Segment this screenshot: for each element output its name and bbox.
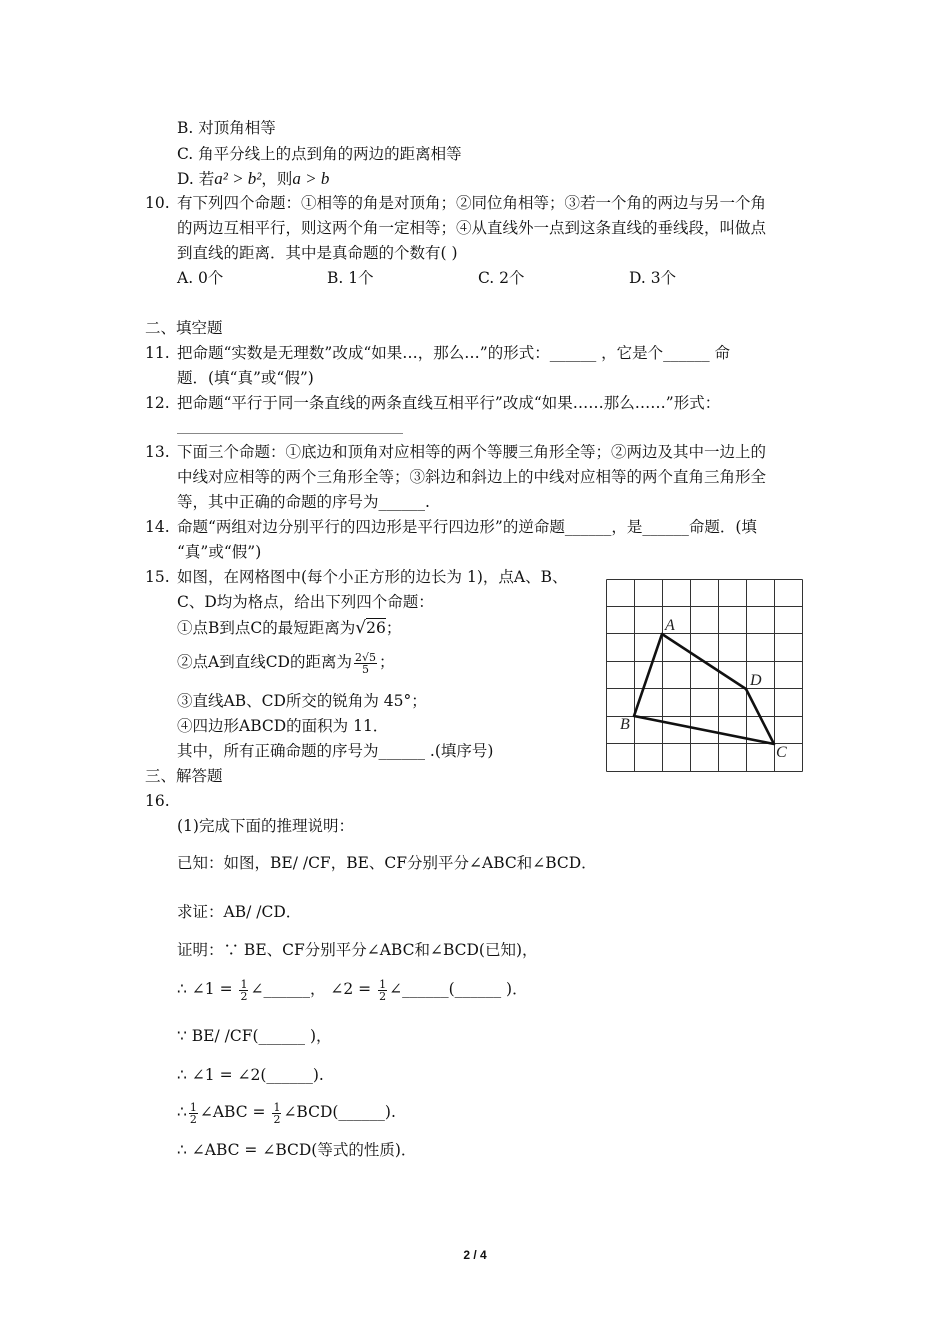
q10-line1: 有下列四个命题：①相等的角是对顶角；②同位角相等；③若一个角的两边与另一个角 [177,194,767,212]
q16-prove: 求证：AB/ /CD． [177,903,302,921]
q11-line1: 把命题“实数是无理数”改成“如果…，那么…”的形式：______ ，它是个______ 命 [177,344,731,362]
q16-step3: ∴ ∠1 = ∠2(______). [177,1066,324,1084]
q9-d-prefix: D. 若 [177,170,215,188]
fraction-numerator: 1 [189,1100,197,1114]
q15-item2-suffix: ； [379,653,395,671]
point-label-a: A [665,617,675,634]
step1-part-c: ∠______(______ )． [389,980,528,998]
page-number: 2 / 4 [463,1248,487,1262]
q12-line1: 把命题“平行于同一条直线的两条直线互相平行”改成“如果……那么……”形式： [177,394,721,412]
q15-item2-fraction [354,652,377,675]
q15-item1 [177,617,401,639]
q16-step1 [177,978,528,1002]
q16-given: 已知：如图，BE/ /CF，BE、CF分别平分∠ABC和∠BCD． [177,854,597,872]
section-answer-heading: 三、解答题 [145,767,223,785]
q9-d-mid: ，则 [261,170,293,188]
fraction-numerator: 1 [379,977,387,991]
section-fill-blank-heading: 二、填空题 [145,319,223,337]
step4-part-c: ∠BCD(______). [283,1103,396,1121]
q13-line1: 下面三个命题：①底边和顶角对应相等的两个等腰三角形全等；②两边及其中一边上的 [177,443,767,461]
point-label-d: D [750,672,762,689]
q14-line1: 命题“两组对边分别平行的四边形是平行四边形”的逆命题______，是______命题．(填 [177,518,757,536]
q10-option-b: B. 1个 [327,269,374,287]
q14-line2: “真”或“假”) [177,543,262,561]
q9-option-d [177,168,329,190]
fraction-denominator: 2 [379,989,387,1003]
q16-step5: ∴ ∠ABC = ∠BCD(等式的性质)． [177,1141,417,1159]
q10-line3: 到直线的距离．其中是真命题的个数有( ) [177,244,458,262]
q15-item2-text: ②点A到直线CD的距离为 [177,653,352,671]
q15-grid-figure [606,579,803,772]
q10-option-d: D. 3个 [629,269,677,287]
point-label-c: C [776,744,787,761]
q15-item4: ④四边形ABCD的面积为 11． [177,717,389,735]
fraction-denominator: 5 [361,662,369,676]
q15-item3: ③直线AB、CD所交的锐角为 45°； [177,692,427,710]
q11-line2: 题．(填“真”或“假”) [177,369,314,387]
step4-part-a: ∴ [177,1103,187,1121]
q12-number: 12. [145,394,170,412]
q15-item1-suffix: ； [385,619,402,637]
q15-line2: C、D均为格点，给出下列四个命题： [177,593,434,611]
fraction-numerator: 1 [240,977,248,991]
sqrt-sign: √ [355,618,367,638]
q10-option-a: A. 0个 [177,269,224,287]
q15-line1: 如图，在网格图中(每个小正方形的边长为 1)，点A、B、 [177,568,568,586]
q10-option-c: C. 2个 [478,269,525,287]
step4-part-b: ∠ABC = [199,1103,271,1121]
half-fraction [272,1102,281,1125]
step1-part-b: ∠______， ∠2 = [250,980,377,998]
half-fraction [239,979,248,1002]
fraction-numerator: 2√5 [354,650,376,664]
q16-step2: ∵ BE/ /CF(______ )， [177,1027,332,1045]
q16-number: 16. [145,792,170,810]
q16-step4 [177,1101,396,1125]
q10-line2: 的两边互相平行，则这两个角一定相等；④从直线外一点到这条直线的垂线段，叫做点 [177,219,767,237]
q15-item1-root: 26 [366,619,386,637]
step1-part-a: ∴ ∠1 = [177,980,238,998]
q15-item2 [177,651,395,675]
q16-proof-intro: 证明：∵ BE、CF分别平分∠ABC和∠BCD(已知)， [177,941,538,959]
fraction-denominator: 2 [273,1112,281,1126]
fraction-denominator: 2 [189,1112,197,1126]
fraction-numerator: 1 [273,1100,281,1114]
q12-answer-blank [177,433,403,434]
q9-d-math: a² > b² [214,169,262,188]
q9-option-c: C. 角平分线上的点到角的两边的距离相等 [177,145,462,163]
point-label-b: B [620,716,630,733]
q15-item1-text: ①点B到点C的最短距离为 [177,619,356,637]
fraction-denominator: 2 [240,989,248,1003]
q9-option-b: B. 对顶角相等 [177,119,276,137]
q10-number: 10. [145,194,170,212]
q9-d-math2: a > b [292,169,330,188]
half-fraction [378,979,387,1002]
q11-number: 11. [145,344,170,362]
q16-part1: (1)完成下面的推理说明： [177,817,354,835]
q15-answer: 其中，所有正确命题的序号为______ .(填序号) [177,742,494,760]
q15-number: 15. [145,568,170,586]
half-fraction [189,1102,198,1125]
q14-number: 14. [145,518,170,536]
q13-line3: 等，其中正确的命题的序号为______. [177,493,430,511]
q13-number: 13. [145,443,170,461]
q13-line2: 中线对应相等的两个三角形全等；③斜边和斜边上的中线对应相等的两个直角三角形全 [177,468,767,486]
